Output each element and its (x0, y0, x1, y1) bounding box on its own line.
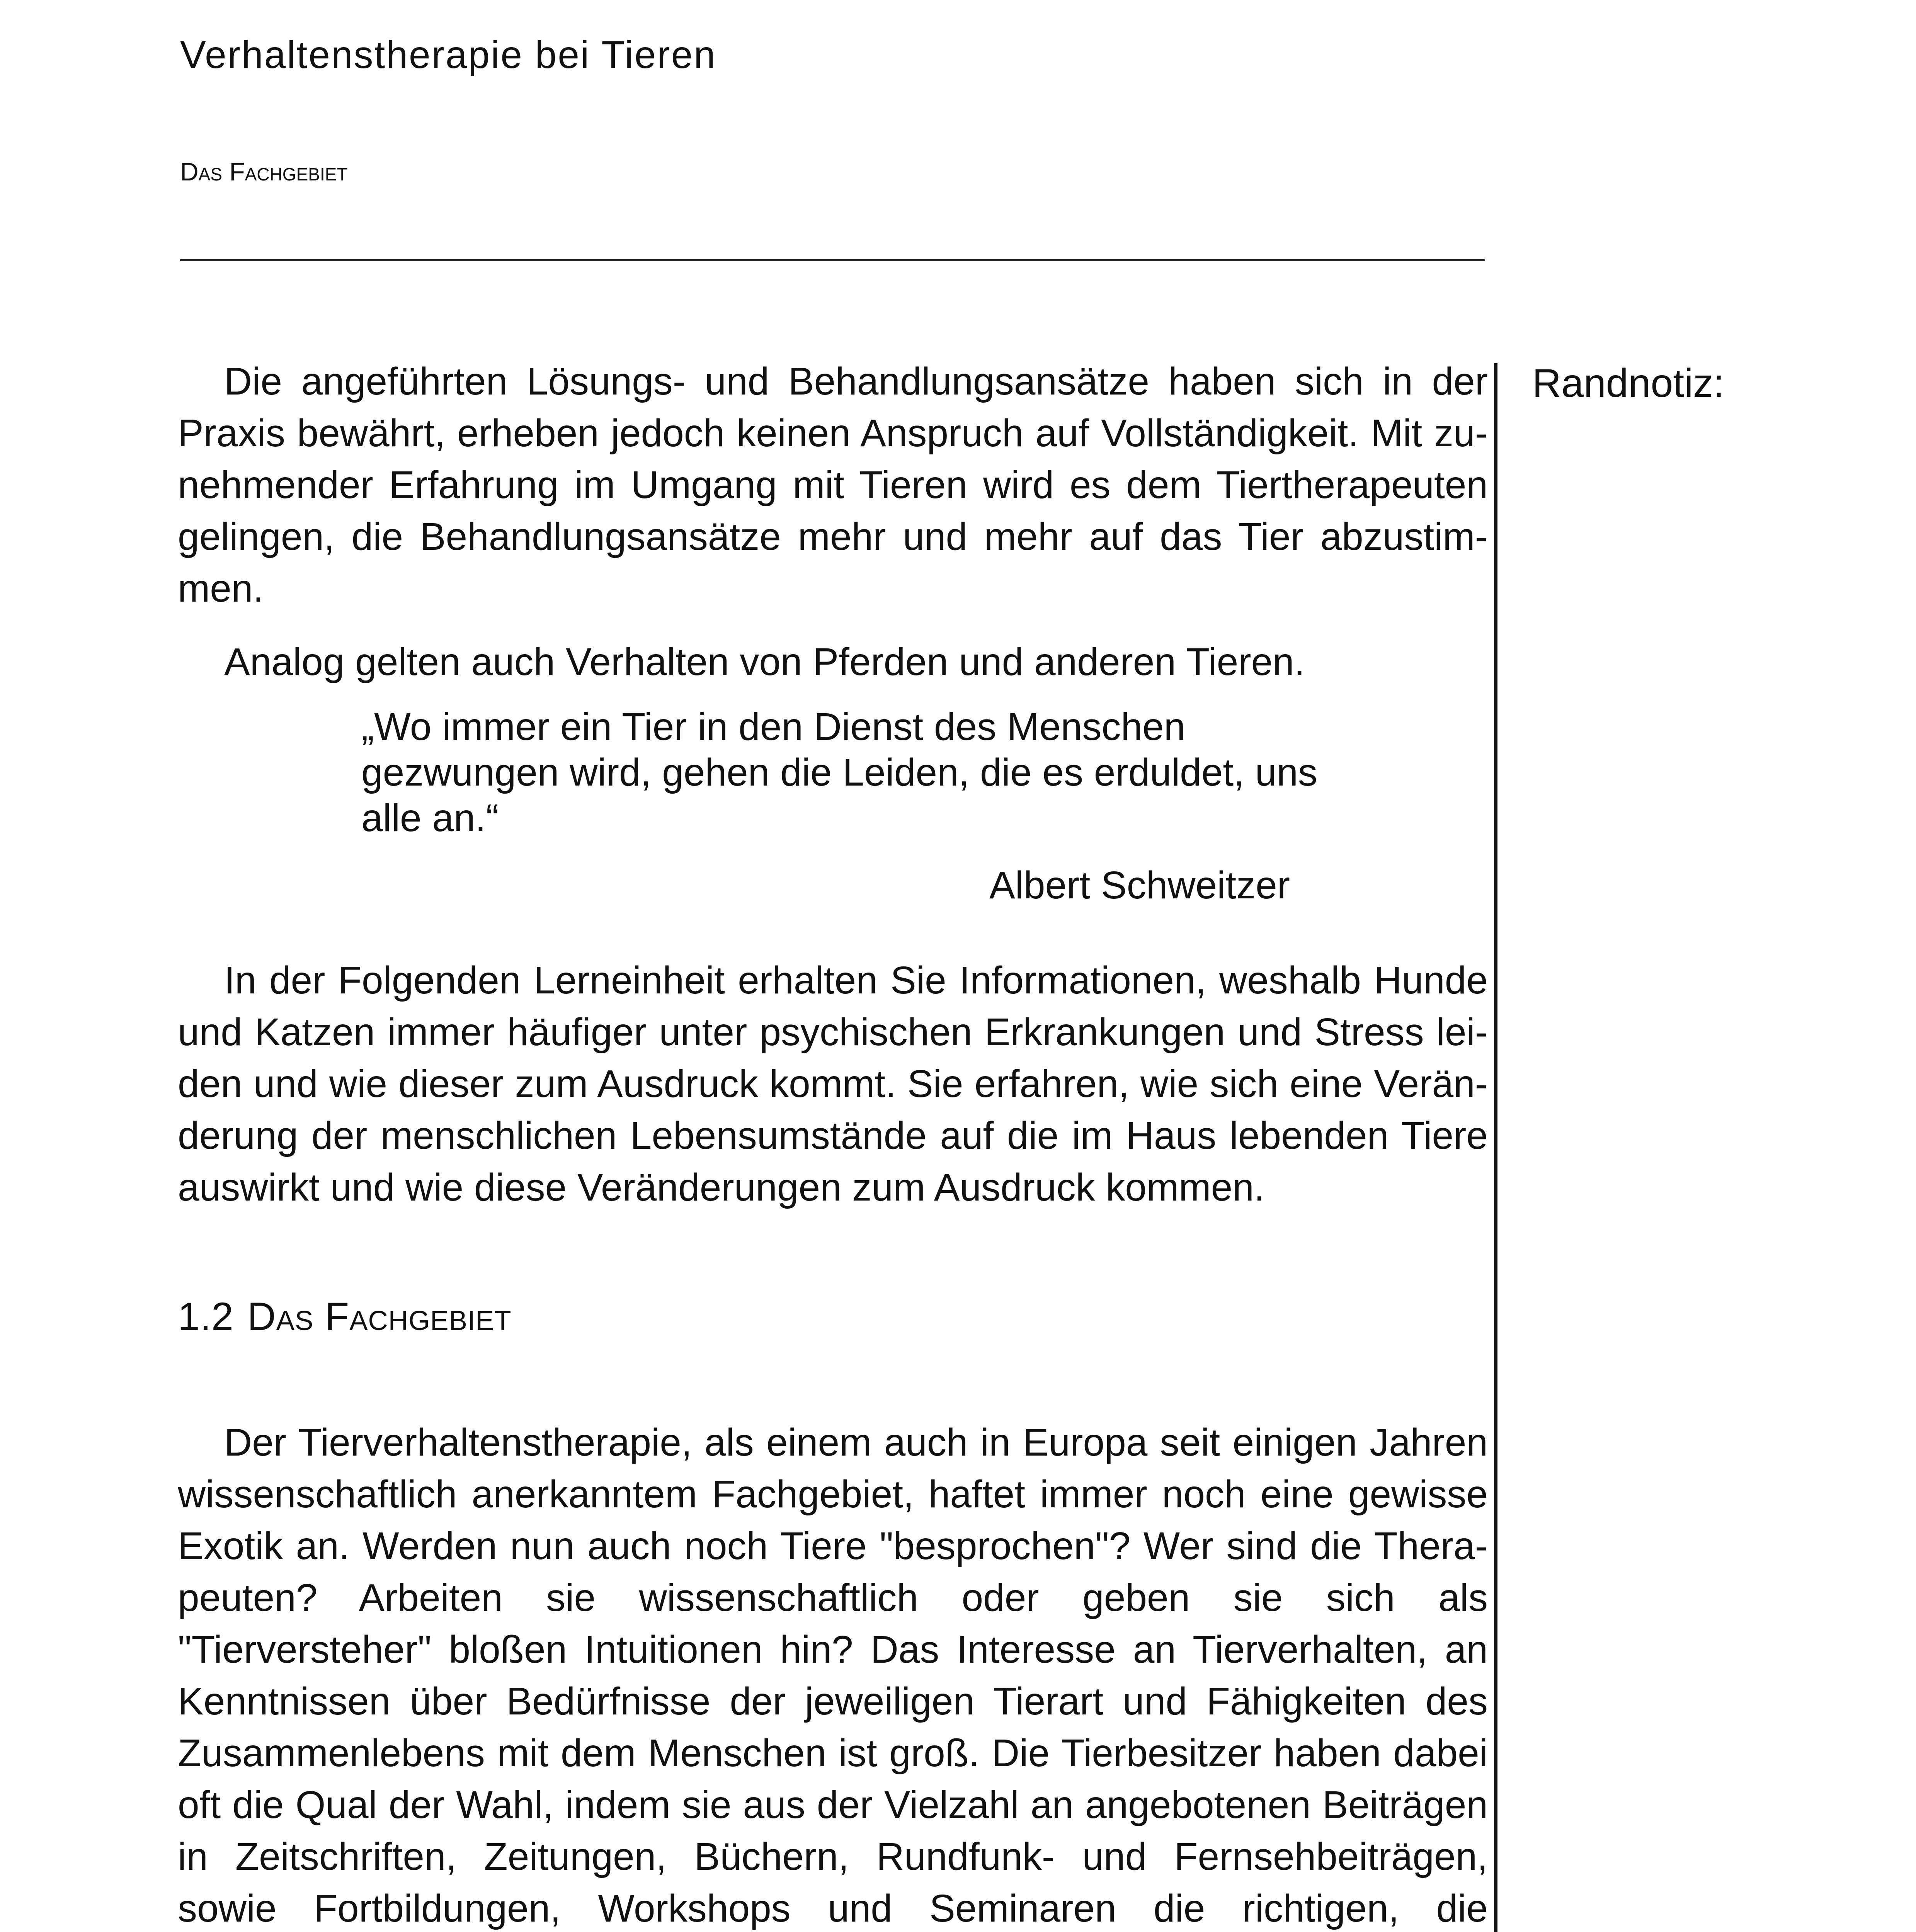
chapter-number: 1.2 (178, 1294, 234, 1338)
quote-text: „Wo immer ein Tier in den Dienst des Menschen gezwungen wird, gehen die Leiden, die es erduldet, uns alle an.“ (361, 705, 1317, 840)
running-title: Verhaltenstherapie bei Tieren (180, 33, 716, 77)
intro-paragraph: Die angeführten Lösungs- und Behandlungsansätze haben sich in der Praxis bewährt, erheben jedoch keinen Anspruch auf Vollständigkeit. Mit zunehmender Erfahrung im Umgang mit Tieren wird es dem Tiertherapeuten gelingen, die Behandlungsansätze mehr und mehr auf das Tier abzustimmen. (178, 360, 1488, 610)
chapter-heading (178, 1291, 1488, 1342)
quote-author: Albert Schweitzer (989, 864, 1290, 907)
main-text-column (178, 355, 1488, 1932)
body-paragraph: Der Tierverhaltenstherapie, als einem auch in Europa seit einigen Jahren wissenschaftlich anerkanntem Fachgebiet, haftet immer noch eine gewisse Exotik an. Werden nun auch noch Tiere "besprochen"? Wer sind die Therapeuten? Arbeiten sie wissenschaftlich oder geben sie sich als "Tierversteher" bloßen Intuitionen hin? Das Interesse an Tierverhalten, an Kenntnissen über Bedürfnisse der jeweiligen Tierart und Fähigkeiten des Zusammenlebens mit dem Menschen ist groß. Die Tierbesitzer haben dabei oft die Qual der Wahl, indem sie aus der Vielzahl an angebotenen Beiträgen in Zeitschriften, Zeitungen, Büchern, Rundfunk- und Fernsehbeiträgen, sowie Fortbildungen, Workshops und Seminaren die richtigen, die (178, 1421, 1488, 1930)
chapter-title: Das Fachgebiet (247, 1294, 512, 1338)
header-divider (180, 259, 1485, 261)
outro-paragraph: In der Folgenden Lerneinheit erhalten Sie Informationen, weshalb Hunde und Katzen immer häufiger unter psychischen Erkrankungen und Stress leiden und wie dieser zum Ausdruck kommt. Sie erfahren, wie sich eine Veränderung der menschlichen Lebensumstände auf die im Haus lebenden Tiere auswirkt und wie diese Veränderungen zum Ausdruck kommen. (178, 959, 1488, 1209)
margin-divider (1494, 363, 1497, 1932)
analog-paragraph: Analog gelten auch Verhalten von Pferden und anderen Tieren. (224, 640, 1305, 684)
section-header: Das Fachgebiet (180, 157, 348, 186)
margin-note-label: Randnotiz: (1532, 361, 1725, 406)
